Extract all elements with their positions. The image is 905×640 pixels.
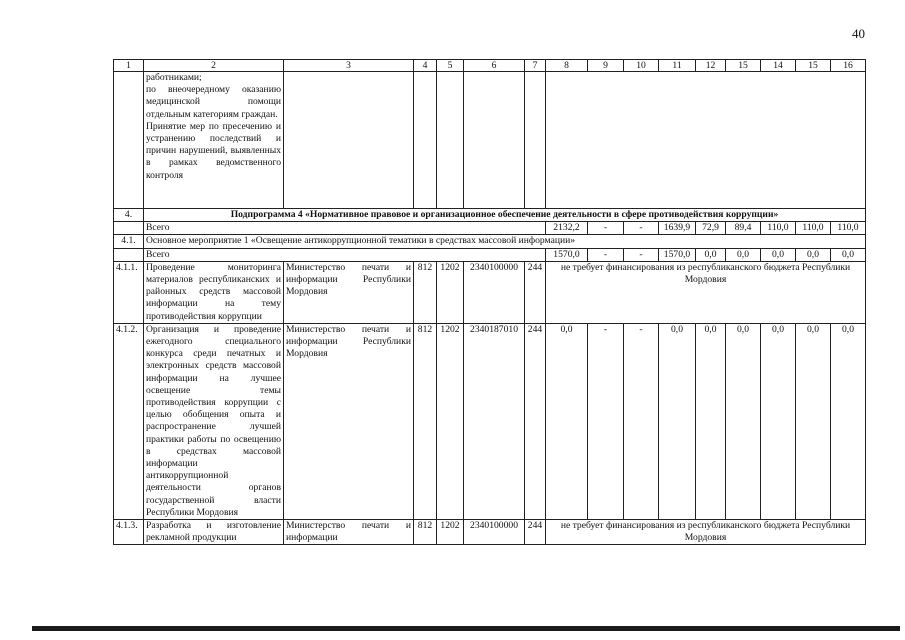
section-code: 1202 xyxy=(437,520,464,545)
col-header: 11 xyxy=(659,60,696,72)
total-value: 0,0 xyxy=(831,248,866,261)
col-header: 15 xyxy=(796,60,831,72)
col-header: 15 xyxy=(726,60,761,72)
budget-code: 812 xyxy=(414,261,437,323)
total-value: 110,0 xyxy=(796,222,831,235)
total-value: 72,9 xyxy=(696,222,726,235)
col-header: 16 xyxy=(831,60,866,72)
column-number-row xyxy=(114,60,866,72)
col-header: 2 xyxy=(144,60,284,72)
cell-value: - xyxy=(588,323,624,519)
table-row xyxy=(114,520,866,545)
subprogram-title: Подпрограмма 4 «Нормативное правовое и организационное обеспечение деятельности в сфере противодействия коррупции» xyxy=(144,209,866,222)
cell-value: - xyxy=(624,323,659,519)
total-value: 0,0 xyxy=(796,248,831,261)
expense-type: 244 xyxy=(525,520,546,545)
main-activity-row xyxy=(114,235,866,248)
expense-type: 244 xyxy=(525,261,546,323)
col-header: 14 xyxy=(761,60,796,72)
row-number: 4.1.1. xyxy=(114,261,144,323)
total-value: - xyxy=(624,222,659,235)
cell-value: 0,0 xyxy=(761,323,796,519)
col-header: 7 xyxy=(525,60,546,72)
cell-value: 0,0 xyxy=(546,323,588,519)
target-code: 2340100000 xyxy=(464,261,525,323)
col-header: 10 xyxy=(624,60,659,72)
total-value: 1639,9 xyxy=(659,222,696,235)
table-row xyxy=(114,323,866,519)
executor: Министерство печати и информации Республики Мордовия xyxy=(284,261,414,323)
continuation-row xyxy=(114,72,866,209)
activity-name: Проведение мониторинга материалов республиканских и районных средств массовой информации на тему противодействия коррупции xyxy=(144,261,284,323)
activity-number: 4.1. xyxy=(114,235,144,248)
budget-code: 812 xyxy=(414,323,437,519)
row-number: 4.1.3. xyxy=(114,520,144,545)
subprogram-row xyxy=(114,209,866,222)
cell-value: 0,0 xyxy=(726,323,761,519)
continuation-text: работниками; по внеочередному оказанию медицинской помощи отдельным категориям граждан. Принятие мер по пресечению и устранению последствий и причин нарушений, выявленных в рамках ведомственного контроля xyxy=(144,72,284,209)
financing-note: не требует финансирования из республиканского бюджета Республики Мордовия xyxy=(546,261,866,323)
financing-note: не требует финансирования из республиканского бюджета Республики Мордовия xyxy=(546,520,866,545)
col-header: 8 xyxy=(546,60,588,72)
total-value: 110,0 xyxy=(761,222,796,235)
total-value: 1570,0 xyxy=(546,248,588,261)
total-row xyxy=(114,222,866,235)
table-row xyxy=(114,261,866,323)
col-header: 4 xyxy=(414,60,437,72)
expense-type: 244 xyxy=(525,323,546,519)
total-value: 1570,0 xyxy=(659,248,696,261)
col-header: 12 xyxy=(696,60,726,72)
total-value: 0,0 xyxy=(696,248,726,261)
total-row xyxy=(114,248,866,261)
col-header: 3 xyxy=(284,60,414,72)
budget-code: 812 xyxy=(414,520,437,545)
cell-value: 0,0 xyxy=(696,323,726,519)
activity-title: Основное мероприятие 1 «Освещение антикоррупционной тематики в средствах массовой информации» xyxy=(144,235,866,248)
total-value: - xyxy=(624,248,659,261)
executor: Министерство печати и информации xyxy=(284,520,414,545)
target-code: 2340187010 xyxy=(464,323,525,519)
col-header: 1 xyxy=(114,60,144,72)
activity-name: Разработка и изготовление рекламной продукции xyxy=(144,520,284,545)
total-value: 2132,2 xyxy=(546,222,588,235)
total-value: 89,4 xyxy=(726,222,761,235)
total-value: - xyxy=(588,248,624,261)
subprogram-number: 4. xyxy=(114,209,144,222)
scan-edge-bar xyxy=(32,626,900,631)
page-number: 40 xyxy=(852,26,865,41)
program-table xyxy=(113,59,866,545)
total-value: 0,0 xyxy=(726,248,761,261)
col-header: 6 xyxy=(464,60,525,72)
cell-value: 0,0 xyxy=(796,323,831,519)
section-code: 1202 xyxy=(437,261,464,323)
cell-value: 0,0 xyxy=(659,323,696,519)
col-header: 9 xyxy=(588,60,624,72)
total-value: 0,0 xyxy=(761,248,796,261)
row-number: 4.1.2. xyxy=(114,323,144,519)
executor: Министерство печати и информации Республики Мордовия xyxy=(284,323,414,519)
activity-name: Организация и проведение ежегодного специального конкурса среди печатных и электронных средств массовой информации на лучшее освещение темы противодействия коррупции с целью обобщения опыта и распространение лучшей практики работы по освещению в средствах массовой информации антикоррупционной деятельности органов государственной власти Республики Мордовия xyxy=(144,323,284,519)
section-code: 1202 xyxy=(437,323,464,519)
cell-value: 0,0 xyxy=(831,323,866,519)
total-label: Всего xyxy=(144,248,546,261)
total-value: - xyxy=(588,222,624,235)
total-value: 110,0 xyxy=(831,222,866,235)
col-header: 5 xyxy=(437,60,464,72)
target-code: 2340100000 xyxy=(464,520,525,545)
total-label: Всего xyxy=(144,222,546,235)
